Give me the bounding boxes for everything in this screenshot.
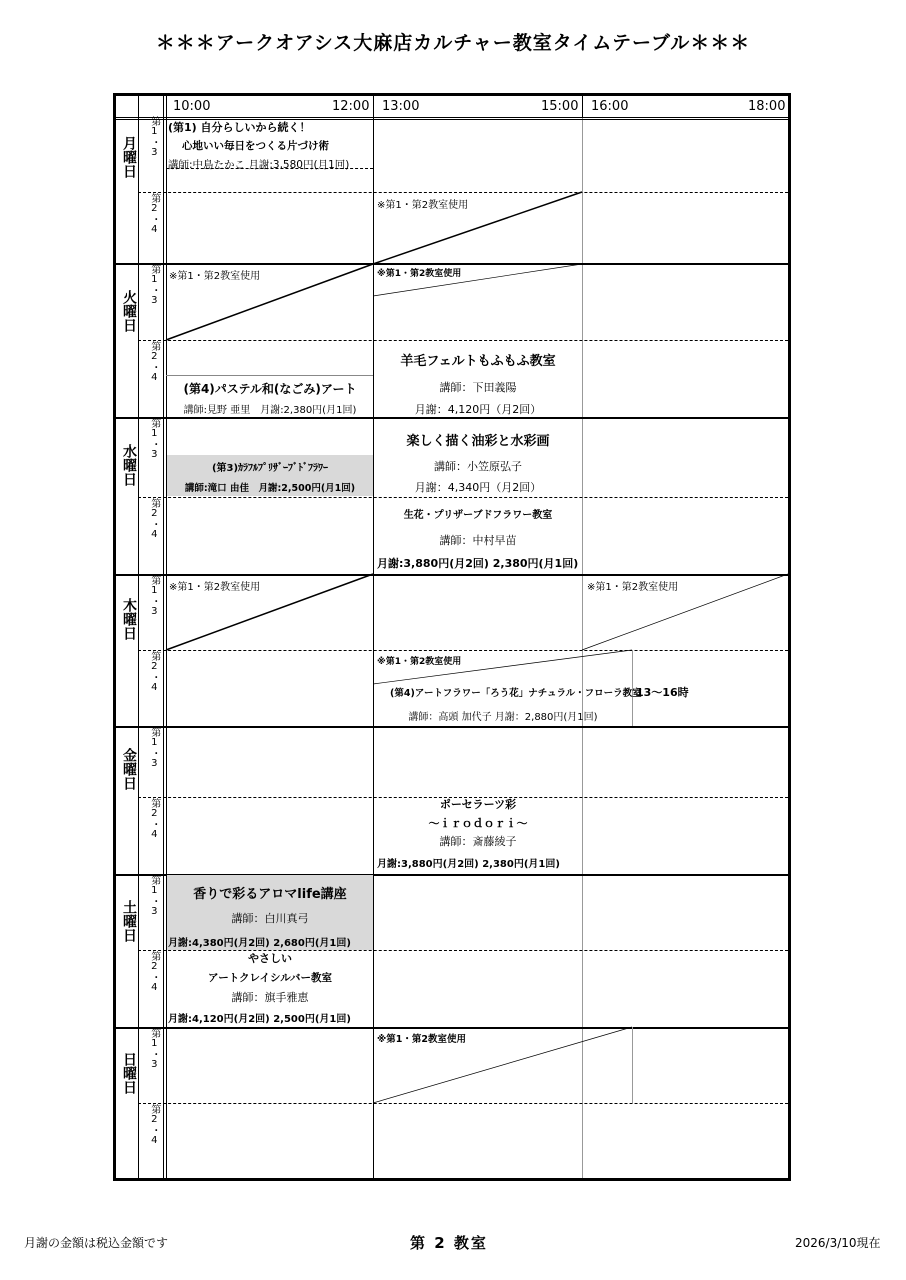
day-sat: 土曜日 — [121, 900, 137, 942]
day-sun: 日曜日 — [121, 1052, 137, 1094]
footer-tax-note: 月謝の金額は税込金額です — [24, 1236, 169, 1250]
day-fri: 金曜日 — [121, 748, 137, 790]
footer-date: 2026/3/10現在 — [795, 1236, 881, 1250]
time-16: 16:00 — [591, 99, 629, 114]
class-title: (第1) 自分らしいから続く！ — [168, 121, 311, 134]
week-label: 第2・4 — [148, 341, 160, 383]
class-fee: 月謝：4,120円（月2回） — [414, 403, 542, 416]
class-info: 講師：高頭 加代子 月謝：2,880円(月1回) — [408, 712, 598, 723]
week-label: 第1・3 — [148, 575, 160, 617]
class-title: 羊毛フェルトもふもふ教室 — [400, 354, 556, 369]
day-wed: 水曜日 — [121, 444, 137, 486]
class-teacher: 講師：中村早苗 — [439, 534, 517, 547]
class-teacher: 講師：小笠原弘子 — [434, 460, 522, 473]
class-subtitle: 心地いい毎日をつくる片づけ術 — [182, 140, 329, 152]
class-subtitle: アートクレイシルバー教室 — [208, 972, 332, 984]
time-18: 18:00 — [748, 99, 786, 114]
week-label: 第1・3 — [148, 264, 160, 306]
class-subtitle: 〜ｉｒｏｄｏｒｉ〜 — [428, 817, 528, 830]
class-fee: 月謝:3,880円(月2回) 2,380円(月1回) — [377, 859, 560, 870]
class-fee: 月謝：4,340円（月2回） — [414, 481, 542, 494]
class-teacher: 講師：白川真弓 — [231, 912, 309, 925]
class-fee: 月謝:4,120円(月2回) 2,500円(月1回) — [168, 1014, 351, 1025]
time-15: 15:00 — [541, 99, 579, 114]
week-label: 第2・4 — [148, 651, 160, 693]
week-label: 第2・4 — [148, 498, 160, 540]
week-label: 第1・3 — [148, 116, 160, 158]
class-title: 楽しく描く油彩と水彩画 — [406, 434, 550, 449]
class-info: 講師:滝口 由佳 月謝:2,500円(月1回) — [184, 483, 356, 494]
class-title: 生花・プリザーブドフラワー教室 — [403, 510, 553, 521]
class-title: やさしい — [248, 952, 292, 965]
class-teacher: 講師：下田義陽 — [439, 381, 517, 394]
room-note: ※第1・第2教室使用 — [377, 1034, 466, 1045]
class-fee: 月謝:4,380円(月2回) 2,680円(月1回) — [168, 938, 351, 949]
room-note: ※第1・第2教室使用 — [377, 657, 462, 667]
footer-room: 第 2 教室 — [410, 1234, 488, 1252]
class-title: (第4)アートフラワー「ろう花」ナチュラル・フローラ教室 — [390, 688, 642, 699]
week-label: 第2・4 — [148, 1104, 160, 1146]
class-title: (第4)パステル和(なごみ)アート — [183, 382, 357, 396]
day-mon: 月曜日 — [121, 136, 137, 178]
day-tue: 火曜日 — [121, 290, 137, 332]
week-label: 第1・3 — [148, 875, 160, 917]
class-teacher: 講師：斎藤綾子 — [439, 835, 517, 848]
day-thu: 木曜日 — [121, 598, 137, 640]
week-label: 第1・3 — [148, 1028, 160, 1070]
room-note: ※第1・第2教室使用 — [169, 271, 261, 282]
class-info: 講師:見野 亜里 月謝:2,380円(月1回) — [183, 405, 357, 416]
class-fee: 月謝:3,880円(月2回) 2,380円(月1回) — [377, 557, 579, 570]
class-time: 13〜16時 — [636, 686, 689, 699]
time-10: 10:00 — [173, 99, 211, 114]
week-label: 第1・3 — [148, 727, 160, 769]
timetable — [113, 93, 791, 1181]
room-note: ※第1・第2教室使用 — [587, 582, 679, 593]
class-title: 香りで彩るアロマlife講座 — [193, 887, 347, 902]
room-note: ※第1・第2教室使用 — [377, 200, 469, 211]
class-title: (第3)ｶﾗﾌﾙﾌﾟﾘｻﾞｰﾌﾞﾄﾞﾌﾗﾜｰ — [211, 463, 329, 474]
class-teacher: 講師：旗手雅恵 — [231, 991, 309, 1004]
week-label: 第1・3 — [148, 418, 160, 460]
week-label: 第2・4 — [148, 798, 160, 840]
time-12: 12:00 — [332, 99, 370, 114]
week-label: 第2・4 — [148, 951, 160, 993]
time-13: 13:00 — [382, 99, 420, 114]
class-info: 講師:中島たかこ 月謝:3,580円(月1回) — [168, 159, 350, 171]
room-note: ※第1・第2教室使用 — [377, 269, 462, 279]
week-label: 第2・4 — [148, 193, 160, 235]
class-title: ポーセラーツ彩 — [439, 798, 517, 811]
room-note: ※第1・第2教室使用 — [169, 582, 261, 593]
page-title: ＊＊＊アークオアシス大麻店カルチャー教室タイムテーブル＊＊＊ — [155, 32, 751, 54]
